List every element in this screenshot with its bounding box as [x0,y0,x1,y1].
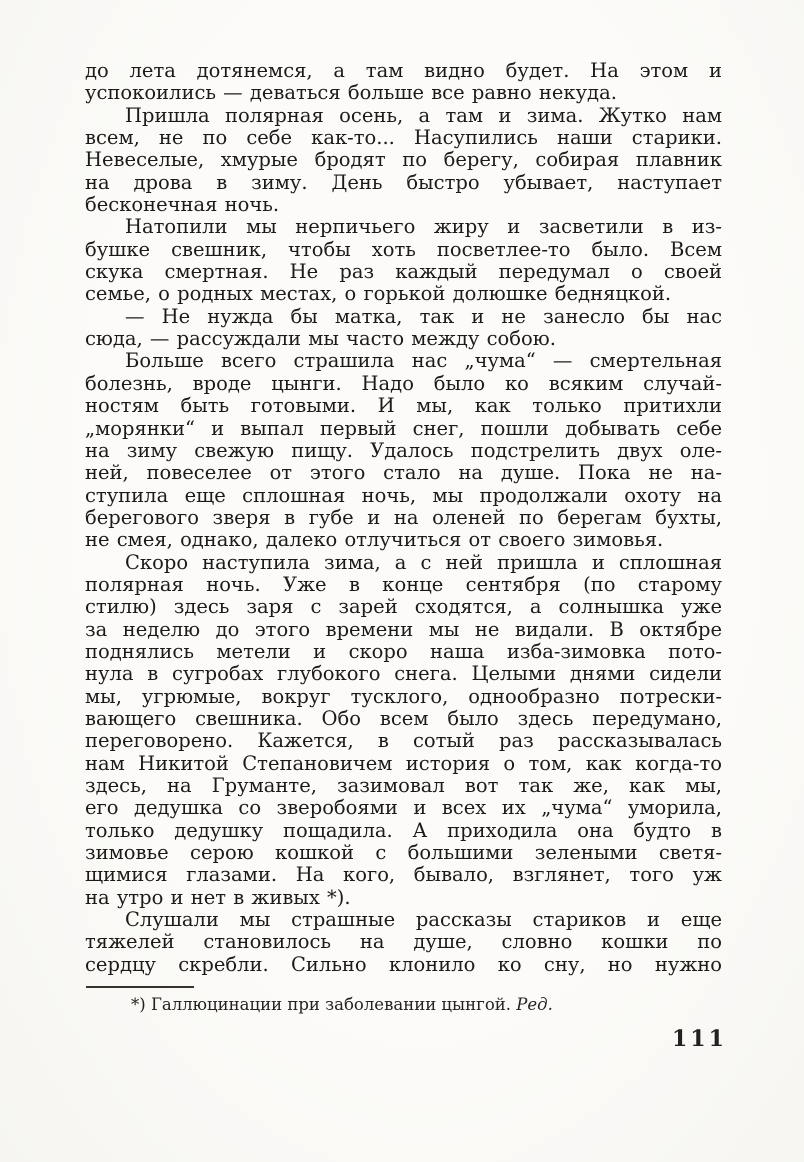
text-line: нула в сугробах глубокого снега. Целыми днями сидели [85,662,722,686]
text-line: здесь, на Груманте, зазимовал вот так же, как мы, [85,774,722,797]
text-line: Скоро наступила зима, а с ней пришла и сплошная [125,550,722,574]
text-line: щимися глазами. На кого, бывало, взглянет, того уж [85,863,722,887]
text-line: нам Никитой Степановичем история о том, как когда-то [85,751,722,775]
text-line: только дедушку пощадила. А приходила она будто в [85,818,722,842]
text-line: мы, угрюмые, вокруг тусклого, однообразно потрески- [85,684,722,708]
footnote-marker: *) [131,995,146,1014]
text-line: вающего свешника. Обо всем было здесь передумано, [85,706,722,730]
text-line: Слушали мы страшные рассказы стариков и еще [125,908,722,932]
footnote-source: Ред. [516,995,553,1014]
footnote-divider [86,986,194,988]
text-line: „морянки“ и выпал первый снег, пошли добывать себе [85,416,722,440]
text-line: скука смертная. Не раз каждый передумал о своей [85,260,722,284]
page-number: 111 [672,1026,727,1052]
body-text [85,60,722,976]
text-line: стилю) здесь заря с зарей сходятся, а солнышка уже [85,595,722,619]
text-line: всем, не по себе как-то... Насупились наши старики. [85,126,722,150]
text-line: Натопили мы нерпичьего жиру и засветили в из- [125,215,722,239]
text-line: успокоились — деваться больше все равно некуда. [85,81,617,105]
text-line: Невеселые, хмурые бродят по берегу, собирая плавник [85,148,722,172]
text-line: на дрова в зиму. День быстро убывает, наступает [85,170,722,194]
text-line: до лета дотянемся, а там видно будет. На этом и [85,59,722,82]
text-line: поднялись метели и скоро наша изба-зимовка пото- [85,639,722,663]
text-line: Пришла полярная осень, а там и зима. Жутко нам [125,103,722,127]
text-line: ностям быть готовыми. И мы, как только притихли [85,394,722,418]
text-line: переговорено. Кажется, в сотый раз рассказывалась [85,729,722,753]
footnote-text: Галлюцинации при заболевании цынгой. [150,995,511,1014]
text-line: тяжелей становилось на душе, словно кошки по [85,930,722,954]
text-line: Больше всего страшила нас „чума“ — смертельная [125,349,722,373]
text-line: сюда, — рассуждали мы часто между собою. [85,327,556,351]
text-line: не смея, однако, далеко отлучиться от своего зимовья. [85,528,664,552]
text-line: на зиму свежую пищу. Удалось подстрелить двух оле- [85,438,722,462]
text-line: полярная ночь. Уже в конце сентября (по старому [85,572,722,596]
text-line: за неделю до этого времени мы не видали. В октябре [85,617,722,641]
text-line: сердцу скребли. Сильно клонило ко сну, но нужно [85,952,722,976]
footnote [131,995,553,1015]
text-line: — Не нужда бы матка, так и не занесло бы нас [125,304,722,328]
text-line: зимовье серою кошкой с большими зелеными светя- [85,841,722,865]
text-line: бесконечная ночь. [85,193,280,217]
text-line: его дедушка со зверобоями и всех их „чума“ уморила, [85,796,722,820]
text-line: болезнь, вроде цынги. Надо было ко всяким случай- [85,371,722,395]
text-line: ней, повеселее от этого стало на душе. Пока не на- [85,461,722,485]
text-line: ступила еще сплошная ночь, мы продолжали охоту на [85,483,722,507]
text-line: берегового зверя в губе и на оленей по берегам бухты, [85,505,722,529]
text-line: бушке свешник, чтобы хоть посветлее-то было. Всем [85,237,722,261]
text-line: семье, о родных местах, о горькой долюшке бедняцкой. [85,282,672,306]
text-line: на утро и нет в живых *). [85,885,351,909]
